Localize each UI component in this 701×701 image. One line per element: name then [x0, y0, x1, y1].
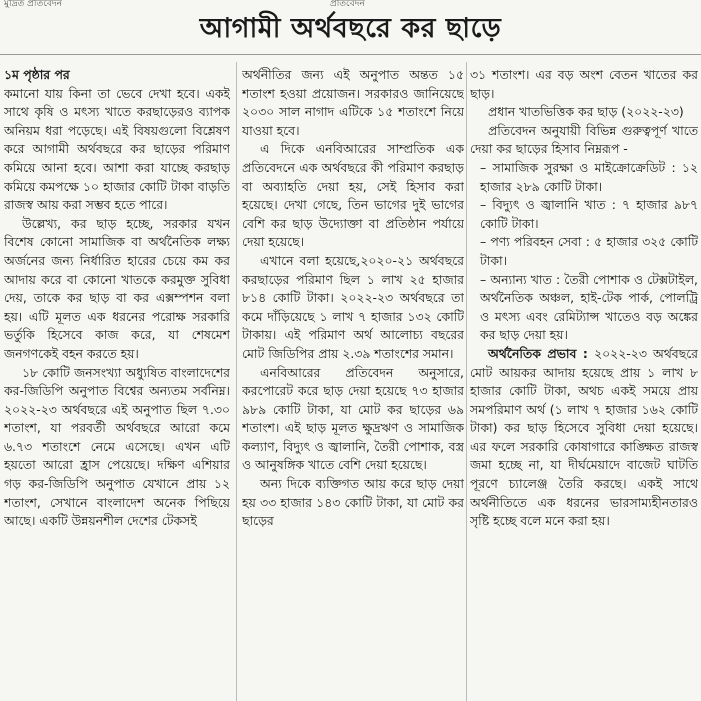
paragraph: অর্থনীতির জন্য এই অনুপাত অন্তত ১৫ শতাংশ হওয়া প্রয়োজন। সরকারও জানিয়েছে ২০৩০ সাল নাগাদ এটিকে ১৫ শতাংশে নিয়ে যাওয়া হবে।: [242, 67, 464, 138]
top-right-fragment: প্রতিবেদন: [330, 0, 365, 9]
article-column-1: [4, 66, 230, 701]
list-item: – বিদ্যুৎ ও জ্বালানি খাত : ৭ হাজার ৯৮৭ কোটি টাকা।: [480, 197, 698, 231]
paragraph-text: ২০২২-২৩ অর্থবছরে মোট আয়কর আদায় হয়েছে প্রায় ১ লাখ ৮ হাজার কোটি টাকা, অথচ একই সময়ে প্রায় সমপরিমাণ অর্থ (১ লাখ ৭ হাজার ১৬২ কোটি টাকা) কর ছাড় হিসেবে সুবিধা দেয়া হয়েছে। এর ফলে সরকারি কোষাগারে কাঙ্ক্ষিত রাজস্ব জমা হচ্ছে না, যা দীর্ঘমেয়াদে বাজেট ঘাটতি পূরণে চ্যালেঞ্জ তৈরি করছে। একই সাথে অর্থনীতিতে এক ধরনের ভারসাম্যহীনতারও সৃষ্টি হচ্ছে বলে মনে করা হয়।: [470, 345, 698, 529]
paragraph: এনবিআরের প্রতিবেদন অনুসারে, করপোরেট করে ছাড় দেয়া হয়েছে ৭৩ হাজার ৯৮৯ কোটি টাকা, যা মোট কর ছাড়ের ৬৯ শতাংশ। এই ছাড় মূলত ক্ষুদ্রঋণ ও সামাজিক কল্যাণ, বিদ্যুৎ ও জ্বালানি, তৈরী পোশাক, বস্ত্র ও আনুষঙ্গিক খাতে বেশি দেয়া হয়েছে।: [242, 364, 464, 473]
list-item: – অন্যান্য খাত : তৈরী পোশাক ও টেক্সটাইল, অর্থনৈতিক অঞ্চল, হাই-টেক পার্ক, পোলট্রি ও মৎস্য এবং রেমিট্যান্স খাতেও বড় অঙ্কের কর ছাড় দেয়া হয়।: [480, 271, 698, 343]
list-item: – পণ্য পরিবহন সেবা : ৫ হাজার ৩২৫ কোটি টাকা।: [480, 234, 698, 268]
headline: আগামী অর্থবছরে কর ছাড়ে: [199, 13, 502, 44]
article-column-3: [470, 66, 698, 701]
top-edge-fragment: [0, 0, 701, 10]
list-item: – সামাজিক সুরক্ষা ও মাইক্রোক্রেডিট : ১২ হাজার ২৮৯ কোটি টাকা।: [480, 159, 698, 194]
paragraph: এ দিকে এনবিআরের সাম্প্রতিক এক প্রতিবেদনে এক অর্থবছরে কী পরিমাণ করছাড় বা অব্যাহতি দেয়া হয়, সেই হিসাব করা হয়েছে। দেখা গেছে, তিন ভাগের দুই ভাগের বেশি কর ছাড় উদ্যোক্তা বা প্রতিষ্ঠান পর্যায়ে দেয়া হয়েছে।: [242, 141, 464, 250]
continued-kicker: ১ম পৃষ্ঠার পর: [4, 67, 70, 82]
column-separator: [466, 62, 467, 701]
article-column-2: [242, 66, 464, 701]
paragraph: ১৮ কোটি জনসংখ্যা অধ্যুষিত বাংলাদেশের কর-জিডিপি অনুপাত বিশ্বের অন্যতম সর্বনিম্ন। ২০২২-২৩ অর্থবছরে এই অনুপাত ছিল ৭.৩০ শতাংশ, যা পরবর্তী অর্থবছরে আরো কমে ৬.৭৩ শতাংশে নেমে এসেছে। এখন এটি হয়তো আরো হ্রাস পেয়েছে। দক্ষিণ এশিয়ার গড় কর-জিডিপি অনুপাত যেখানে প্রায় ১২ শতাংশ, সেখানে বাংলাদেশ অনেক পিছিয়ে আছে। একটি উন্নয়নশীল দেশের টেকসই: [4, 364, 230, 529]
headline-rule: [0, 54, 701, 55]
paragraph: এখানে বলা হয়েছে,২০২০-২১ অর্থবছরে করছাড়ের পরিমাণ ছিল ১ লাখ ২৫ হাজার ৮১৪ কোটি টাকা। ২০২২-২৩ অর্থবছরে তা কমে দাঁড়িয়েছে ১ লাখ ৭ হাজার ১৩২ কোটি টাকায়। এই পরিমাণ অর্থ আলোচ্য বছরের মোট জিডিপির প্রায় ২.৩৯ শতাংশের সমান।: [242, 252, 464, 361]
paragraph: কমানো যায় কিনা তা ভেবে দেখা হবে। একই সাথে কৃষি ও মৎস্য খাতে করছাড়েরও ব্যাপক অনিয়ম ধরা পড়েছে। এই বিষয়গুলো বিশ্লেষণ করে আগামী অর্থবছরে কর ছাড়ের পরিমাণ কমিয়ে আনা হবে। আশা করা যাচ্ছে করছাড় কমিয়ে কমপক্ষে ১০ হাজার কোটি টাকা বাড়তি রাজস্ব আয় করা সম্ভব হতে পারে।: [4, 85, 230, 213]
paragraph: প্রতিবেদন অনুযায়ী বিভিন্ন গুরুত্বপূর্ণ খাতে দেয়া কর ছাড়ের হিসাব নিম্নরূপ -: [470, 122, 698, 157]
paragraph: উল্লেখ্য, কর ছাড় হচ্ছে, সরকার যখন বিশেষ কোনো সামাজিক বা অর্থনৈতিক লক্ষ্য অর্জনের জন্য নির্ধারিত হারের চেয়ে কম কর আদায় করে বা কোনো খাতকে করমুক্ত সুবিধা দেয়, তাকে কর ছাড় বা কর এক্সম্পশন বলা হয়। এটি মূলত এক ধরনের পরোক্ষ সরকারি ভর্তুকি হিসেবে কাজ করে, যা শেষমেশ জনগণকেই বহন করতে হয়।: [4, 215, 230, 361]
paragraph: অন্য দিকে ব্যক্তিগত আয় করে ছাড় দেয়া হয় ৩৩ হাজার ১৪৩ কোটি টাকা, যা মোট কর ছাড়ের: [242, 476, 464, 529]
top-left-fragment: মুদ্রিত প্রতিবেদন: [4, 0, 62, 9]
paragraph: [470, 345, 698, 531]
section-leadin: অর্থনৈতিক প্রভাব :: [488, 345, 588, 361]
column-separator: [236, 62, 237, 701]
paragraph: প্রধান খাতভিত্তিক কর ছাড় (২০২২-২৩): [488, 104, 684, 120]
paragraph: ৩১ শতাংশ। এর বড় অংশ বেতন খাতের কর ছাড়।: [470, 67, 698, 101]
